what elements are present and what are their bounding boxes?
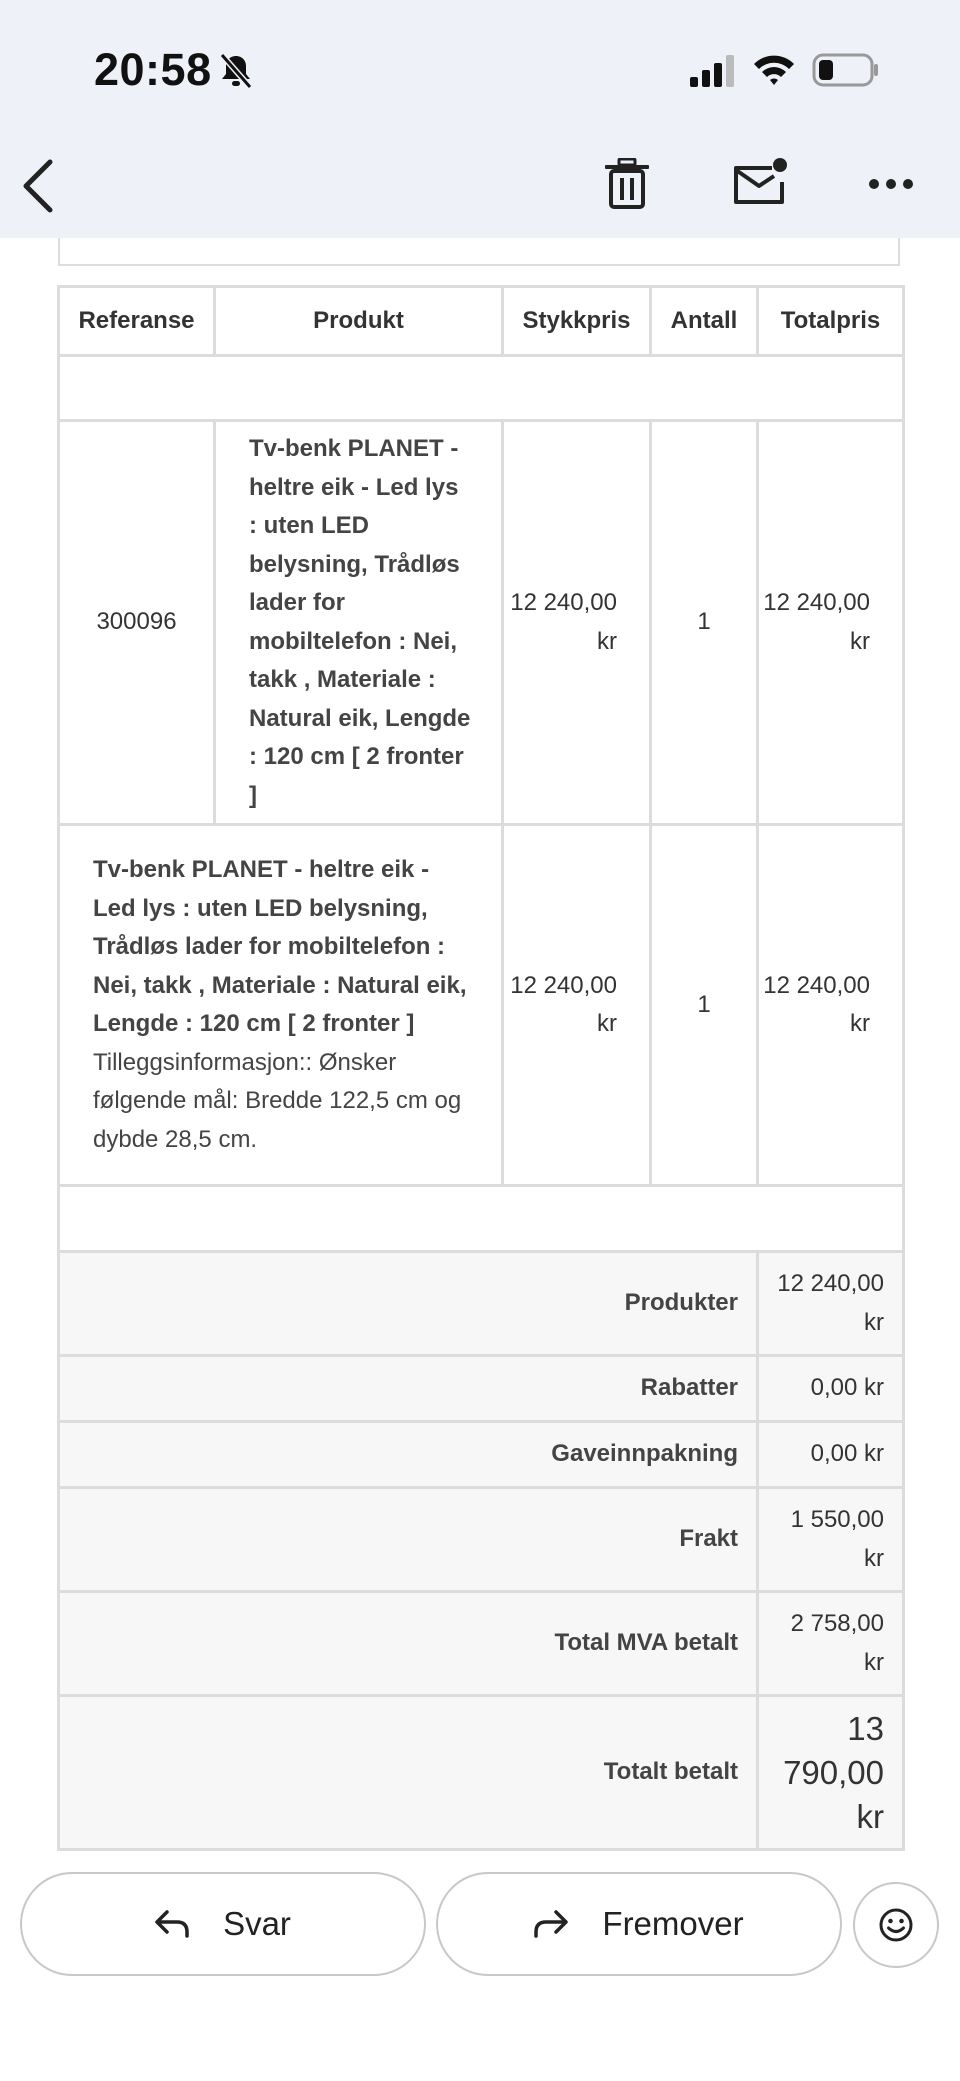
header-product: Produkt: [215, 287, 503, 356]
previous-table-fragment: [58, 238, 900, 266]
blank-row: [59, 356, 904, 421]
item-quantity: 1: [651, 421, 758, 825]
totals-value: 2 758,00 kr: [758, 1592, 904, 1696]
totals-value: 0,00 kr: [758, 1356, 904, 1422]
table-header-row: [59, 287, 904, 356]
forward-label: Fremover: [602, 1905, 744, 1942]
item-additional-info: Tilleggsinformasjon:: Ønsker følgende mål: Bredde 122,5 cm og dybde 28,5 cm.: [93, 1048, 462, 1153]
totals-row-giftwrap: [59, 1422, 904, 1488]
totals-row-shipping: [59, 1488, 904, 1592]
item-total: 12 240,00 kr: [758, 421, 904, 825]
item-product: Tv-benk PLANET - heltre eik - Led lys : uten LED belysning, Trådløs lader for mobiltelefon : Nei, takk , Materiale : Natural eik, Lengde : 120 cm [ 2 fronter ]: [215, 421, 503, 825]
wifi-icon: [752, 50, 796, 88]
chevron-left-icon[interactable]: [18, 158, 58, 214]
totals-value: 12 240,00 kr: [758, 1252, 904, 1356]
reply-icon: [155, 1910, 189, 1938]
order-table: [57, 285, 905, 1851]
totals-label: Rabatter: [59, 1356, 758, 1422]
bell-muted-icon: [218, 52, 254, 90]
item-product: Tv-benk PLANET - heltre eik - Led lys : uten LED belysning, Trådløs lader for mobiltelefon : Nei, takk , Materiale : Natural eik, Lengde : 120 cm [ 2 fronter ]: [93, 856, 467, 1037]
top-bar: [0, 0, 960, 238]
item-quantity: 1: [651, 825, 758, 1186]
totals-label: Frakt: [59, 1488, 758, 1592]
cellular-signal-icon: [688, 55, 736, 87]
more-horizontal-icon[interactable]: [868, 172, 914, 196]
totals-label: Total MVA betalt: [59, 1592, 758, 1696]
header-total: Totalpris: [758, 287, 904, 356]
table-row: [59, 421, 904, 825]
table-row: [59, 825, 904, 1186]
item-product-cell: [59, 825, 503, 1186]
totals-row-discounts: [59, 1356, 904, 1422]
reply-label: Svar: [223, 1905, 291, 1942]
grand-total-value: 13 790,00 kr: [758, 1696, 904, 1850]
blank-row: [59, 1186, 904, 1252]
item-unit-price: 12 240,00 kr: [503, 421, 651, 825]
totals-value: 0,00 kr: [758, 1422, 904, 1488]
emoji-smile-icon: [878, 1907, 914, 1943]
totals-row-products: [59, 1252, 904, 1356]
totals-label: Gaveinnpakning: [59, 1422, 758, 1488]
reply-button[interactable]: [20, 1872, 426, 1976]
header-quantity: Antall: [651, 287, 758, 356]
header-unit-price: Stykkpris: [503, 287, 651, 356]
totals-value: 1 550,00 kr: [758, 1488, 904, 1592]
emoji-reaction-button[interactable]: [853, 1882, 939, 1968]
item-total: 12 240,00 kr: [758, 825, 904, 1186]
totals-row-grand-total: [59, 1696, 904, 1850]
item-reference: 300096: [59, 421, 215, 825]
status-time: 20:58: [94, 44, 212, 95]
totals-label: Produkter: [59, 1252, 758, 1356]
forward-icon: [534, 1910, 568, 1938]
header-reference: Referanse: [59, 287, 215, 356]
battery-icon: [812, 53, 880, 87]
trash-icon[interactable]: [602, 158, 652, 210]
item-unit-price: 12 240,00 kr: [503, 825, 651, 1186]
mail-unread-icon[interactable]: [732, 156, 788, 206]
totals-row-vat: [59, 1592, 904, 1696]
forward-button[interactable]: [436, 1872, 842, 1976]
totals-label: Totalt betalt: [59, 1696, 758, 1850]
